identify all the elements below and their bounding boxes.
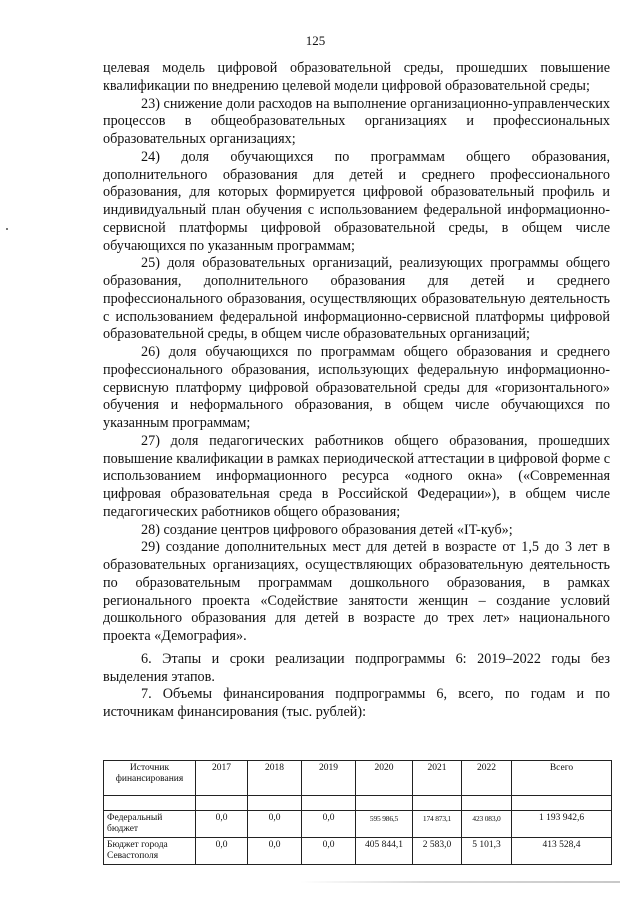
header-2017: 2017 (196, 761, 248, 796)
table-row (104, 811, 612, 838)
cell-2017: 0,0 (196, 811, 248, 838)
header-2019: 2019 (302, 761, 356, 796)
cell-2019: 0,0 (302, 838, 356, 865)
cell-2018: 0,0 (248, 838, 302, 865)
table-header-row (104, 761, 612, 796)
header-2020: 2020 (356, 761, 413, 796)
cell-2021: 2 583,0 (413, 838, 462, 865)
table-row (104, 838, 612, 865)
cell-2017: 0,0 (196, 838, 248, 865)
cell-2022: 423 083,0 (462, 811, 512, 838)
cell-2020: 595 986,5 (356, 811, 413, 838)
paragraph-item-27: 27) доля педагогических работников общего образования, прошедших повышение квалификации в рамках периодической аттестации в цифровой форме с использованием информационного ресурса «одного окна» («Современная цифровая образовательная среда в Российской Федерации»), в общем числе педагогических работников общего образования; (103, 432, 610, 520)
header-2018: 2018 (248, 761, 302, 796)
document-body (103, 60, 610, 722)
financing-table (103, 760, 612, 865)
cell-2022: 5 101,3 (462, 838, 512, 865)
cell-total: 413 528,4 (512, 838, 612, 865)
cell-2019: 0,0 (302, 811, 356, 838)
table-spacer-row (104, 796, 612, 811)
section-6-stages: 6. Этапы и сроки реализации подпрограммы 6: 2019–2022 годы без выделения этапов. (103, 650, 610, 685)
scan-speck (6, 228, 8, 230)
row-source: Федеральный бюджет (104, 811, 196, 838)
header-source: Источник финансирования (104, 761, 196, 796)
header-2021: 2021 (413, 761, 462, 796)
section-7-financing: 7. Объемы финансирования подпрограммы 6, всего, по годам и по источникам финансирования (тыс. рублей): (103, 686, 610, 720)
cell-2021: 174 873,1 (413, 811, 462, 838)
paragraph-item-23: 23) снижение доли расходов на выполнение организационно-управленческих процессов в общеобразовательных организациях и профессиональных образовательных организациях; (103, 95, 610, 147)
page-number: 125 (305, 33, 326, 48)
paragraph-item-25: 25) доля образовательных организаций, реализующих программы общего образования, дополнительного образования для детей и среднего профессионального образования, осуществляющих образовательную деятельность с использованием федеральной информационно-сервисной платформы цифровой образовательной среды, в общем числе образовательных организаций; (103, 255, 610, 343)
header-2022: 2022 (462, 761, 512, 796)
cell-total: 1 193 942,6 (512, 811, 612, 838)
paragraph-item-24: 24) доля обучающихся по программам общего образования, дополнительного образования для детей и среднего профессионального образования, для которых формируется цифровой образовательный профиль и индивидуальный план обучения с использованием федеральной информационно-сервисной платформы цифровой образовательной среды, в общем числе обучающихся по указанным программам; (103, 148, 610, 254)
cell-2020: 405 844,1 (356, 838, 413, 865)
paragraph-continuation: целевая модель цифровой образовательной среды, прошедших повышение квалификации по внедрению целевой модели цифровой образовательной среды; (103, 60, 610, 94)
paragraph-item-26: 26) доля обучающихся по программам общего образования и среднего профессионального образования, использующих федеральную информационно-сервисную платформу цифровой образовательной среды для «горизонтального» обучения и неформального образования, в общем числе обучающихся по указанным программам; (103, 344, 610, 431)
header-total: Всего (512, 761, 612, 796)
row-source: Бюджет города Севастополя (104, 838, 196, 865)
paragraph-item-29: 29) создание дополнительных мест для детей в возрасте от 1,5 до 3 лет в образовательных организациях, осуществляющих образовательную деятельность по образовательным программам дошкольного образования, в рамках регионального проекта «Содействие занятости женщин – создание условий дошкольного образования для детей в возрасте до трех лет» национального проекта «Демография». (103, 539, 610, 644)
scan-artifact (300, 881, 620, 883)
cell-2018: 0,0 (248, 811, 302, 838)
paragraph-item-28: 28) создание центров цифрового образования детей «IT-куб»; (141, 521, 513, 538)
